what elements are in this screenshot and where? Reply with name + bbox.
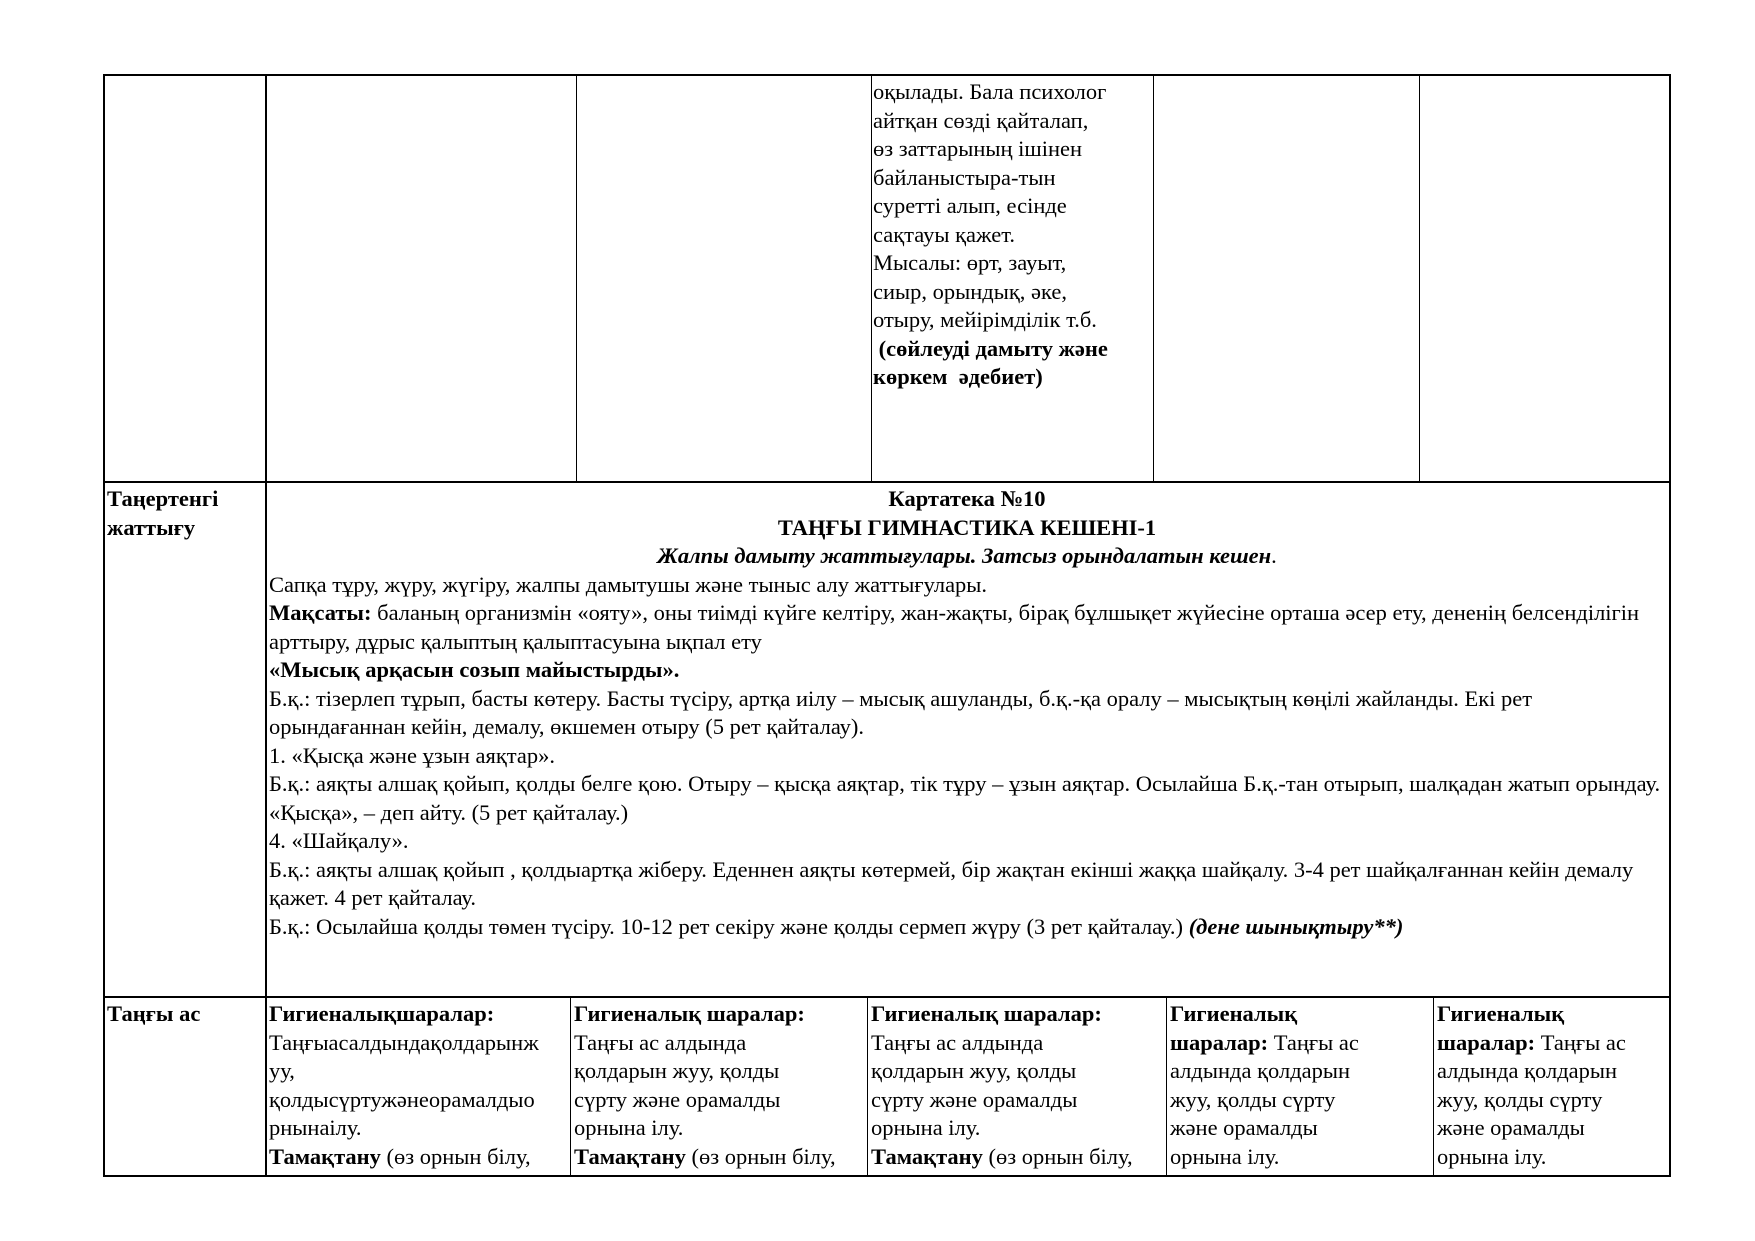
hygiene-title: шаралар: (1170, 1029, 1269, 1055)
text-line (574, 1143, 865, 1172)
text-line: Таңғыасалдындақолдарынж (269, 1029, 539, 1055)
row3-label-cell (104, 998, 266, 1038)
text-line (871, 1143, 1164, 1172)
text-line: орнына ілу. (1437, 1143, 1547, 1169)
text-line: жуу, қолды сүрту (1170, 1086, 1336, 1112)
row1-col4-cell (870, 76, 1155, 480)
subtitle-bold: Жалпы дамыту жаттығулары. Затсыз орындалатын кешен (657, 543, 1272, 568)
text-line: отыру, мейірімділік т.б. (873, 307, 1097, 332)
exercise-text: Б.қ.: аяқты алшақ қойып, қолды белге қою. Отыру – қысқа аяқтар, тік тұру – ұзын аяқтар. Осылайша Б.қ.-тан отырып, шалқадан жатып орындау. «Қысқа», – деп айту. (5 рет қайталау.) (269, 771, 1661, 825)
hygiene-title: шаралар: (1437, 1029, 1536, 1055)
hygiene-title: Гигиеналық шаралар: (871, 1001, 1102, 1026)
meal-label: Тамақтану (269, 1143, 381, 1169)
goal-paragraph (269, 599, 1665, 656)
text-line: байланыстыра-тын (873, 164, 1056, 190)
table-border-right (1669, 74, 1671, 1177)
text-line: рнынаілу. (269, 1115, 362, 1140)
text-line: сүрту және орамалды (871, 1086, 1078, 1112)
exercise-text (269, 913, 1665, 942)
text-line: қолдарын жуу, қолды (871, 1058, 1077, 1083)
text-line: орнына ілу. (574, 1115, 684, 1140)
subtitle-tail: . (1271, 543, 1277, 568)
paragraph: Сапқа тұру, жүру, жүгіру, жалпы дамытушы және тыныс алу жаттығулары. (269, 571, 988, 597)
row3-col3-cell (868, 998, 1167, 1175)
text-line: суретті алып, есінде (873, 193, 1067, 218)
meal-text: (өз орнын білу, (982, 1143, 1133, 1169)
hygiene-title: Гигиеналық шаралар: (574, 1001, 805, 1026)
exercise-title: 4. «Шайқалу». (269, 828, 409, 853)
text-line: қолдарын жуу, қолды (574, 1058, 780, 1083)
text-line: сақтауы қажет. (873, 221, 1016, 247)
text-line (1437, 1029, 1666, 1058)
text-line: алдында қолдарын (1170, 1058, 1351, 1083)
text-fragment: Таңғы ас (1268, 1029, 1359, 1055)
hygiene-title: Гигиеналық (1170, 1001, 1298, 1026)
text-line: орнына ілу. (1170, 1143, 1280, 1169)
hygiene-title: Гигиеналық (1437, 1001, 1565, 1026)
goal-label: Мақсаты: (269, 600, 372, 625)
goal-text: баланың организмін «ояту», оны тиімді күйге келтіру, жан-жақты, бірақ бұлшықет жүйесіне орташа әсер ету, дененің белсенділігін арттыру, дұрыс қалыптың қалыптасуына ықпал ету (269, 600, 1640, 654)
row2-label-cell (104, 483, 266, 563)
text-line: Таңғы ас алдында (871, 1029, 1044, 1055)
meal-text: (өз орнын білу, (685, 1143, 836, 1169)
text-line: Мысалы: өрт, зауыт, (873, 250, 1067, 275)
row3-col1-cell (266, 998, 571, 1175)
text-line: орнына ілу. (871, 1115, 981, 1140)
text-line (1170, 1029, 1431, 1058)
row3-col2-cell (571, 998, 868, 1175)
text-line: сүрту және орамалды (574, 1086, 781, 1112)
exercise-title: «Мысық арқасын созып майыстырды». (269, 657, 680, 682)
row3-col5-cell (1434, 998, 1669, 1175)
text-line: оқылады. Бала психолог (873, 79, 1107, 104)
row1-col-divider-2 (576, 74, 577, 482)
hygiene-title: Гигиеналықшаралар: (269, 1001, 495, 1026)
row1-col-divider-5 (1419, 74, 1420, 482)
exercise-title: 1. «Қысқа және ұзын аяқтар». (269, 742, 555, 768)
meal-label: Тамақтану (574, 1143, 686, 1169)
exercise-text: Б.қ.: аяқты алшақ қойып , қолдыартқа жіберу. Еденнен аяқты көтермей, бір жақтан екінші жаққа шайқалу. 3-4 рет шайқалғаннан кейін демалу қажет. 4 рет қайталау. (269, 856, 1634, 910)
text-fragment: Таңғы ас (1535, 1029, 1626, 1055)
text-line: айтқан сөзді қайталап, (873, 107, 1089, 133)
meal-label: Тамақтану (871, 1143, 983, 1169)
last-text: Б.қ.: Осылайша қолды төмен түсіру. 10-12 рет секіру және қолды сермеп жүру (3 рет қайталау.) (269, 913, 1189, 939)
text-line: қолдысүртужәнеорамалдыо (269, 1086, 535, 1112)
complex-subtitle (269, 542, 1665, 571)
subject-note: (сөйлеуді дамыту және (873, 335, 1108, 361)
text-line: және орамалды (1170, 1115, 1318, 1140)
text-line: және орамалды (1437, 1115, 1585, 1140)
text-line: сиыр, орындық, әке, (873, 278, 1068, 304)
text-line (269, 1143, 568, 1172)
row-label: Таңғы ас (107, 1001, 201, 1026)
card-title: Картатека №10 (888, 486, 1046, 511)
row-label: жаттығу (107, 514, 196, 540)
complex-title: ТАҢҒЫ ГИМНАСТИКА КЕШЕНІ-1 (777, 514, 1157, 540)
text-line: уу, (269, 1058, 295, 1083)
row2-content-cell (266, 483, 1668, 995)
text-line: Таңғы ас алдында (574, 1029, 747, 1055)
text-line: алдында қолдарын (1437, 1058, 1618, 1083)
subject-note: көркем әдебиет) (873, 364, 1043, 389)
meal-text: (өз орнын білу, (380, 1143, 531, 1169)
text-line: жуу, қолды сүрту (1437, 1086, 1603, 1112)
row-label: Таңертенгі (107, 486, 219, 511)
row3-col4-cell (1167, 998, 1434, 1175)
exercise-text: Б.қ.: тізерлеп тұрып, басты көтеру. Басты түсіру, артқа иілу – мысық ашуланды, б.қ.-қа оралу – мысықтың көңілі жайланды. Екі рет орындағаннан кейін, демалу, өкшемен отыру (5 рет қайталау). (269, 685, 1533, 739)
text-line: өз заттарының ішінен (873, 136, 1083, 161)
subject-note: (дене шынықтыру**) (1188, 913, 1404, 939)
table-border-bottom (103, 1175, 1671, 1177)
